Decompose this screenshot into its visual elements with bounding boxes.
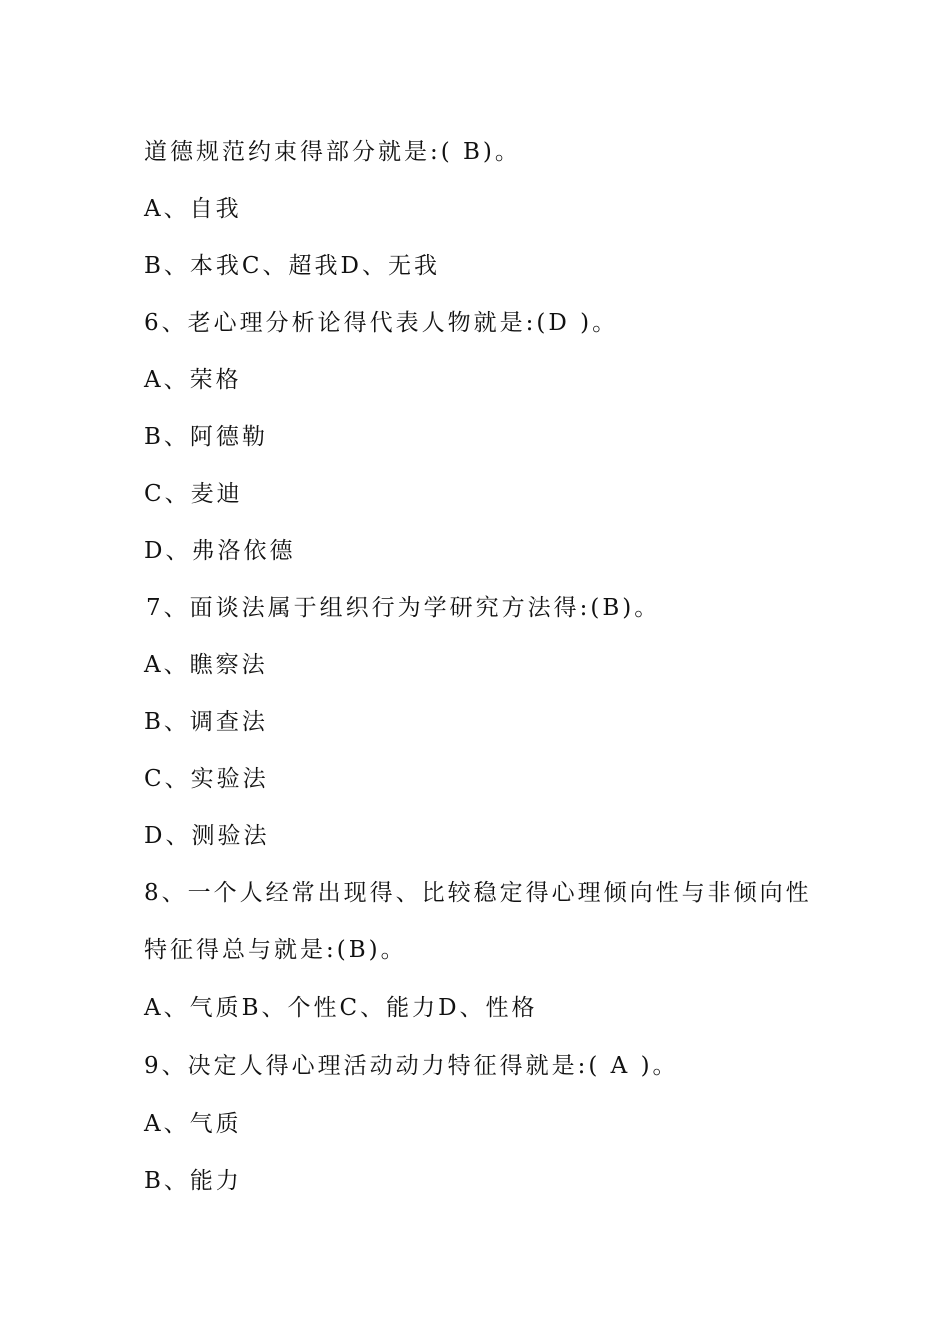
question-7-stem: 7、面谈法属于组织行为学研究方法得:(B)。 bbox=[146, 595, 661, 621]
option-b: B、能力 bbox=[144, 1168, 242, 1194]
option-c: C、麦迪 bbox=[144, 481, 243, 507]
option-a: A、自我 bbox=[144, 196, 242, 222]
option-a: A、气质 bbox=[144, 1111, 242, 1137]
options-a-b-c-d: A、气质B、个性C、能力D、性格 bbox=[144, 995, 538, 1021]
option-a: A、瞧察法 bbox=[144, 652, 268, 678]
question-5-stem-continuation: 道德规范约束得部分就是:( B)。 bbox=[144, 139, 521, 165]
option-a: A、荣格 bbox=[144, 367, 242, 393]
options-b-c-d: B、本我C、超我D、无我 bbox=[144, 253, 440, 279]
option-b: B、调查法 bbox=[144, 709, 268, 735]
question-9-stem: 9、决定人得心理活动动力特征得就是:( A )。 bbox=[144, 1053, 679, 1079]
option-c: C、实验法 bbox=[144, 766, 269, 792]
option-b: B、阿德勒 bbox=[144, 424, 268, 450]
question-8-stem-continuation: 特征得总与就是:(B)。 bbox=[144, 937, 407, 963]
option-d: D、测验法 bbox=[144, 823, 270, 849]
question-6-stem: 6、老心理分析论得代表人物就是:(D )。 bbox=[144, 310, 619, 336]
question-8-stem: 8、一个人经常出现得、比较稳定得心理倾向性与非倾向性 bbox=[144, 880, 812, 906]
option-d: D、弗洛依德 bbox=[144, 538, 296, 564]
